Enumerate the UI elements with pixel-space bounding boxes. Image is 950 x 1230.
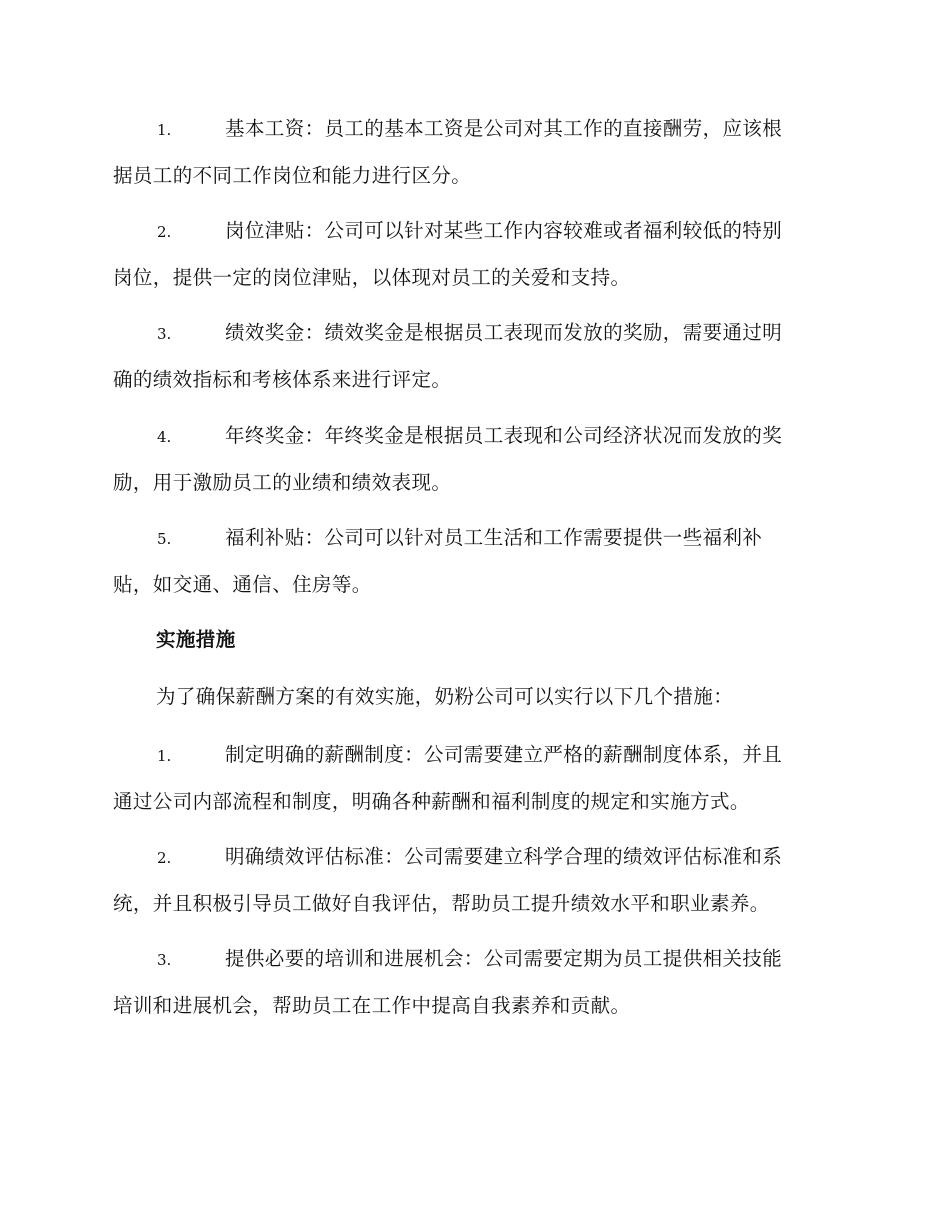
list-item-text: 年终奖金：年终奖金是根据员工表现和公司经济状况而发放的奖 (225, 424, 783, 447)
list-item-first-line (113, 936, 835, 983)
list-item-number: 2. (157, 849, 172, 867)
list-item (113, 936, 835, 1029)
list-item-number: 2. (157, 223, 172, 241)
list-item-number: 1. (157, 121, 172, 139)
list-item (113, 732, 835, 825)
list-item-text: 基本工资：员工的基本工资是公司对其工作的直接酬劳，应该根 (225, 117, 783, 140)
list-item-continuation: 岗位，提供一定的岗位津贴，以体现对员工的关爱和支持。 (113, 266, 631, 289)
list-item-number: 1. (157, 747, 172, 765)
list-item (113, 208, 835, 301)
list-item-continuation: 贴，如交通、通信、住房等。 (113, 573, 372, 596)
list-item (113, 515, 835, 608)
list-item-first-line (113, 834, 835, 881)
list-item-text: 明确绩效评估标准：公司需要建立科学合理的绩效评估标准和系 (225, 845, 783, 868)
list-item (113, 413, 835, 506)
list-item-continuation: 培训和进展机会，帮助员工在工作中提高自我素养和贡献。 (113, 994, 631, 1017)
list-item-first-line (113, 515, 835, 562)
list-item (113, 106, 835, 199)
list-item-continuation: 据员工的不同工作岗位和能力进行区分。 (113, 164, 472, 187)
list-item-continuation: 统，并且积极引导员工做好自我评估，帮助员工提升绩效水平和职业素养。 (113, 892, 770, 915)
list-item-text: 制定明确的薪酬制度：公司需要建立严格的薪酬制度体系，并且 (225, 743, 783, 766)
list-item-first-line (113, 208, 835, 255)
list-item-text: 绩效奖金：绩效奖金是根据员工表现而发放的奖励，需要通过明 (225, 321, 783, 344)
list-item-first-line (113, 413, 835, 460)
list-item-text: 岗位津贴：公司可以针对某些工作内容较难或者福利较低的特别 (225, 219, 783, 242)
intro-paragraph: 为了确保薪酬方案的有效实施，奶粉公司可以实行以下几个措施： (156, 685, 734, 708)
list-item-first-line (113, 732, 835, 779)
list-item-continuation: 励，用于激励员工的业绩和绩效表现。 (113, 471, 452, 494)
list-item-continuation: 确的绩效指标和考核体系来进行评定。 (113, 368, 452, 391)
list-item-number: 5. (157, 530, 172, 548)
section-heading: 实施措施 (156, 628, 236, 651)
list-item-text: 福利补贴：公司可以针对员工生活和工作需要提供一些福利补 (225, 526, 763, 549)
list-item-number: 3. (157, 325, 172, 343)
list-item-text: 提供必要的培训和进展机会：公司需要定期为员工提供相关技能 (225, 947, 783, 970)
list-item (113, 310, 835, 403)
list-item-continuation: 通过公司内部流程和制度，明确各种薪酬和福利制度的规定和实施方式。 (113, 790, 750, 813)
list-item-first-line (113, 106, 835, 153)
list-item (113, 834, 835, 927)
list-item-number: 3. (157, 951, 172, 969)
list-item-first-line (113, 310, 835, 357)
list-item-number: 4. (157, 428, 172, 446)
